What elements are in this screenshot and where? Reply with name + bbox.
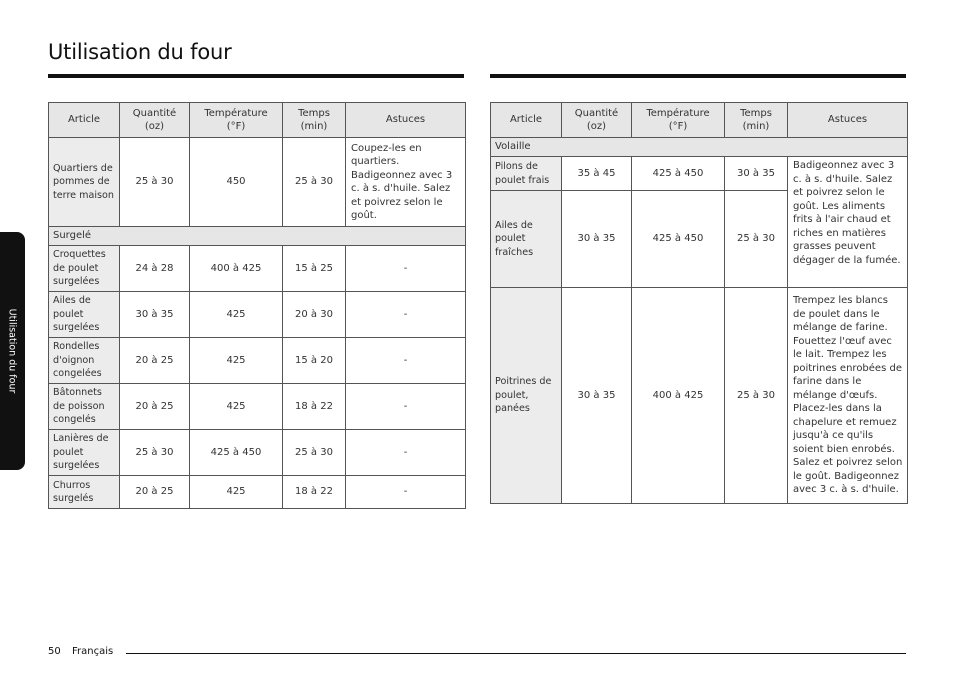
section-label: Volaille <box>491 138 908 157</box>
cooking-table-right <box>490 102 908 504</box>
cell-article: Bâtonnets de poisson congelés <box>49 384 120 430</box>
cell-temperature: 400 à 425 <box>632 288 725 504</box>
cell-article: Poitrines de poulet, panées <box>491 288 562 504</box>
cell-quantity: 35 à 45 <box>562 157 632 191</box>
section-label: Surgelé <box>49 227 466 246</box>
header-temperature: Température (°F) <box>632 103 725 138</box>
cell-temperature: 425 <box>190 384 283 430</box>
cell-article: Pilons de poulet frais <box>491 157 562 191</box>
footer-rule <box>126 653 906 654</box>
cell-time: 25 à 30 <box>283 430 346 476</box>
cell-time: 25 à 30 <box>725 191 788 288</box>
table-row <box>49 138 466 227</box>
cell-temperature: 425 à 450 <box>190 430 283 476</box>
cell-quantity: 20 à 25 <box>120 476 190 509</box>
cell-time: 15 à 20 <box>283 338 346 384</box>
cell-tips: - <box>346 384 466 430</box>
cell-article: Quartiers de pommes de terre maison <box>49 138 120 227</box>
cell-quantity: 30 à 35 <box>120 292 190 338</box>
section-row <box>491 138 908 157</box>
cell-article: Rondelles d'oignon congelées <box>49 338 120 384</box>
cell-quantity: 20 à 25 <box>120 338 190 384</box>
table-row <box>49 292 466 338</box>
side-tab <box>0 232 25 470</box>
table-row <box>49 338 466 384</box>
header-article: Article <box>491 103 562 138</box>
page-language: Français <box>72 646 114 657</box>
table-row <box>49 384 466 430</box>
cell-article: Croquettes de poulet surgelées <box>49 246 120 292</box>
table-header-row <box>49 103 466 138</box>
cell-time: 20 à 30 <box>283 292 346 338</box>
header-time: Temps (min) <box>725 103 788 138</box>
table-header-row <box>491 103 908 138</box>
header-quantity: Quantité (oz) <box>120 103 190 138</box>
cell-temperature: 425 à 450 <box>632 157 725 191</box>
title-rule-left <box>48 74 464 78</box>
header-quantity: Quantité (oz) <box>562 103 632 138</box>
cell-temperature: 425 <box>190 476 283 509</box>
cell-time: 25 à 30 <box>725 288 788 504</box>
header-time: Temps (min) <box>283 103 346 138</box>
side-tab-label: Utilisation du four <box>6 308 18 394</box>
table-row <box>491 288 908 504</box>
cell-quantity: 30 à 35 <box>562 288 632 504</box>
cell-quantity: 25 à 30 <box>120 138 190 227</box>
cell-temperature: 425 à 450 <box>632 191 725 288</box>
cell-article: Lanières de poulet surgelées <box>49 430 120 476</box>
section-row <box>49 227 466 246</box>
table-row <box>491 157 908 191</box>
cell-time: 15 à 25 <box>283 246 346 292</box>
header-tips: Astuces <box>788 103 908 138</box>
cell-temperature: 425 <box>190 292 283 338</box>
cell-tips: - <box>346 430 466 476</box>
table-row <box>49 430 466 476</box>
cell-time: 18 à 22 <box>283 476 346 509</box>
cell-quantity: 30 à 35 <box>562 191 632 288</box>
cell-tips: Coupez-les en quartiers. Badigeonnez avec 3 c. à s. d'huile. Salez et poivrez selon le goût. <box>346 138 466 227</box>
cell-article: Ailes de poulet fraîches <box>491 191 562 288</box>
header-tips: Astuces <box>346 103 466 138</box>
cooking-table-left <box>48 102 466 509</box>
cell-temperature: 425 <box>190 338 283 384</box>
cell-tips: - <box>346 476 466 509</box>
cell-tips: Trempez les blancs de poulet dans le mélange de farine. Fouettez l'œuf avec le lait. Trempez les poitrines enrobées de farine dans le mélange d'œufs. Placez-les dans la chapelure et remuez jusqu'à ce qu'ils soient bien enrobés. Salez et poivrez selon le goût. Badigeonnez avec 3 c. à s. d'huile. <box>788 288 908 504</box>
cell-temperature: 400 à 425 <box>190 246 283 292</box>
page-number: 50 <box>48 646 61 657</box>
header-article: Article <box>49 103 120 138</box>
table-row <box>49 246 466 292</box>
cell-quantity: 25 à 30 <box>120 430 190 476</box>
cell-article: Churros surgelés <box>49 476 120 509</box>
title-rule-right <box>490 74 906 78</box>
page-title: Utilisation du four <box>48 40 232 64</box>
cell-quantity: 20 à 25 <box>120 384 190 430</box>
header-temperature: Température (°F) <box>190 103 283 138</box>
cell-temperature: 450 <box>190 138 283 227</box>
cell-time: 25 à 30 <box>283 138 346 227</box>
cell-tips: - <box>346 292 466 338</box>
table-row <box>49 476 466 509</box>
cell-quantity: 24 à 28 <box>120 246 190 292</box>
cell-tips: Badigeonnez avec 3 c. à s. d'huile. Salez et poivrez selon le goût. Les aliments frits à l'air chaud et riches en matières grasses peuvent dégager de la fumée. <box>788 157 908 288</box>
cell-time: 18 à 22 <box>283 384 346 430</box>
cell-article: Ailes de poulet surgelées <box>49 292 120 338</box>
cell-time: 30 à 35 <box>725 157 788 191</box>
cell-tips: - <box>346 246 466 292</box>
cell-tips: - <box>346 338 466 384</box>
